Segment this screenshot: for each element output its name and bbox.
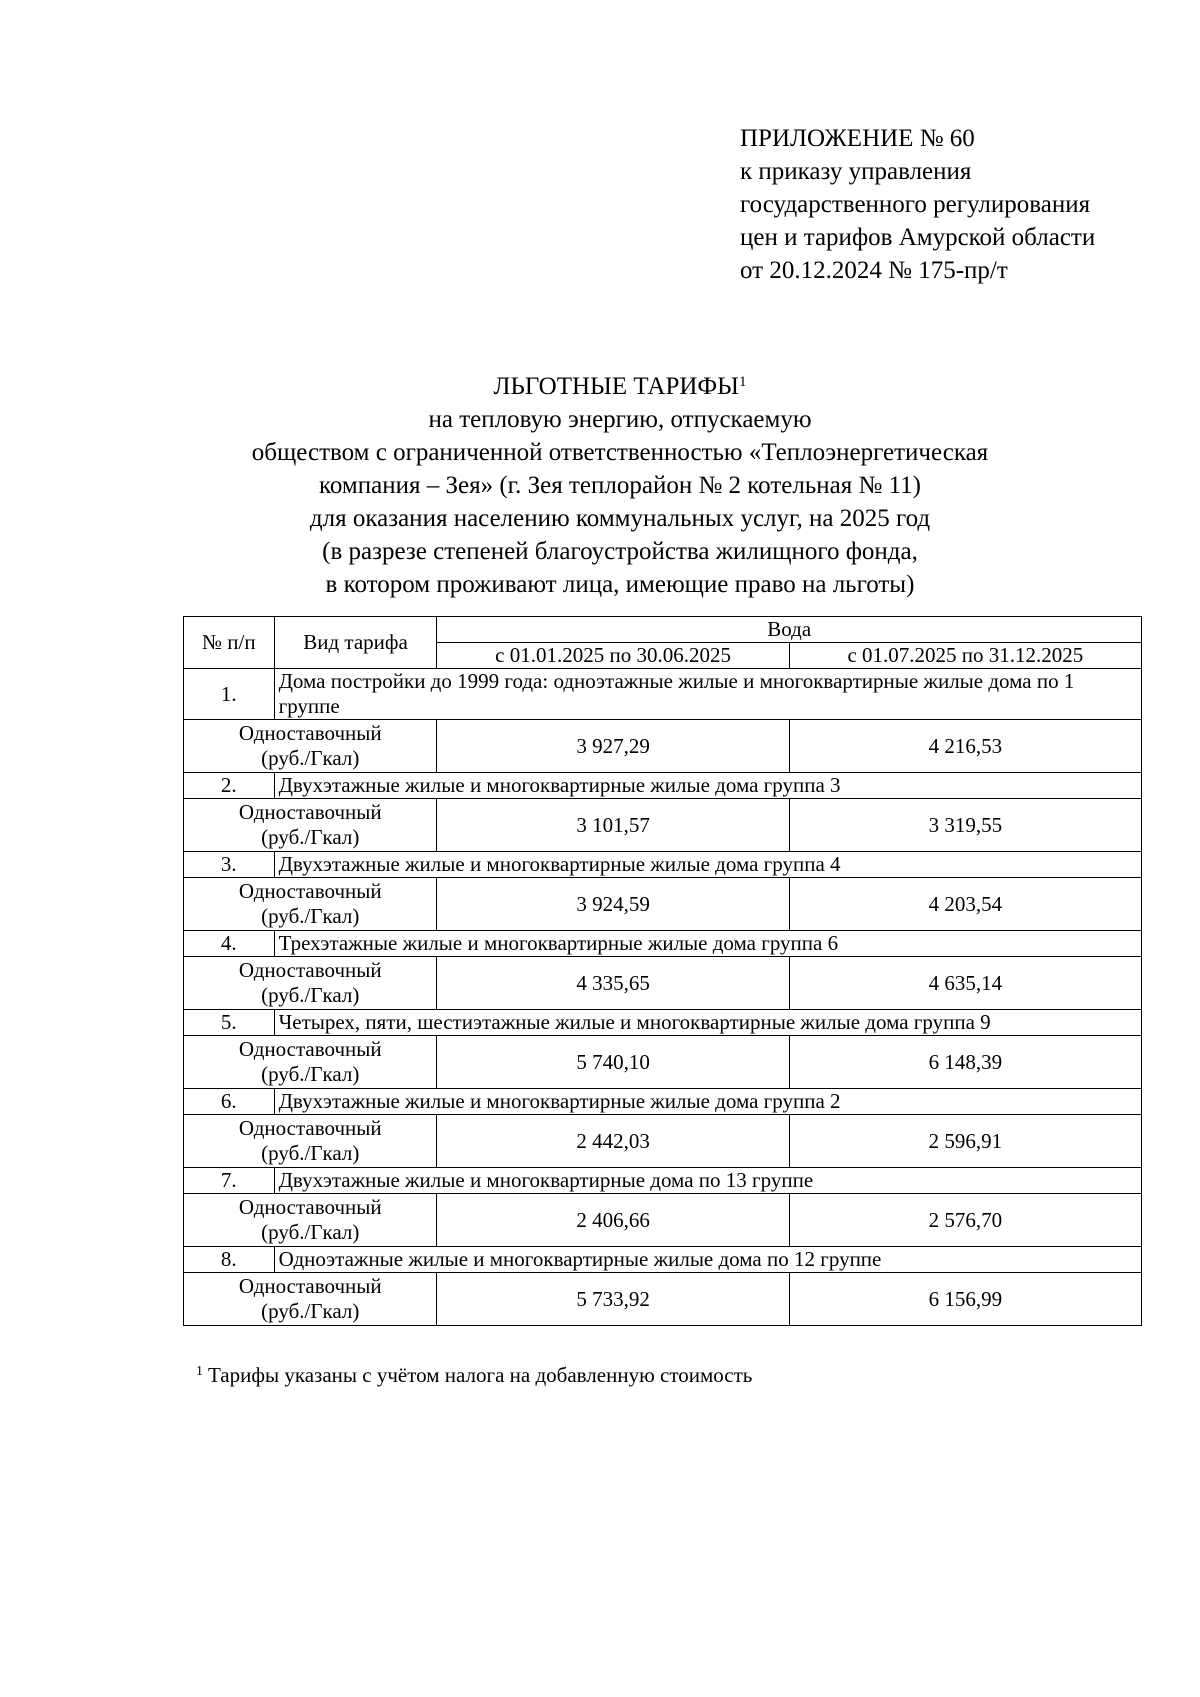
title-line: для оказания населению коммунальных услуг, на 2025 год — [309, 505, 931, 532]
table-group-row — [184, 1247, 1142, 1273]
table-header-row — [184, 617, 1142, 643]
tariff-unit-label: (руб./Гкал) — [261, 1062, 360, 1086]
tariff-value-period-2: 6 148,39 — [789, 1036, 1141, 1089]
table-value-row — [184, 1115, 1142, 1168]
group-description: Двухэтажные жилые и многоквартирные жилые дома группа 2 — [274, 1089, 1141, 1115]
footnote — [196, 1363, 752, 1388]
tariff-value-period-2: 4 216,53 — [789, 720, 1141, 773]
tariff-type-cell — [184, 1273, 437, 1326]
tariff-value-period-2: 4 203,54 — [789, 878, 1141, 931]
appendix-title: ПРИЛОЖЕНИЕ № 60 — [740, 125, 975, 152]
title-line: (в разрезе степеней благоустройства жилищного фонда, — [322, 538, 918, 565]
tariff-type-label: Одноставочный — [238, 1274, 382, 1298]
appendix-line: к приказу управления — [740, 158, 972, 185]
table-body — [184, 669, 1142, 1326]
tariffs-table — [183, 616, 1142, 1326]
tariff-unit-label: (руб./Гкал) — [261, 983, 360, 1007]
tariff-type-label: Одноставочный — [238, 958, 382, 982]
group-number: 5. — [184, 1010, 275, 1036]
tariff-type-label: Одноставочный — [238, 1195, 382, 1219]
tariff-value-period-2: 6 156,99 — [789, 1273, 1141, 1326]
group-description: Четырех, пяти, шестиэтажные жилые и многоквартирные жилые дома группа 9 — [274, 1010, 1141, 1036]
group-number: 3. — [184, 852, 275, 878]
tariff-type-label: Одноставочный — [238, 1037, 382, 1061]
table-group-row — [184, 1168, 1142, 1194]
table-value-row — [184, 1036, 1142, 1089]
footnote-mark: 1 — [196, 1364, 203, 1379]
group-description: Двухэтажные жилые и многоквартирные жилые дома группа 4 — [274, 852, 1141, 878]
appendix-date-line: от 20.12.2024 № 175-пр/т — [740, 257, 1008, 284]
table-group-row — [184, 1089, 1142, 1115]
title-line: в котором проживают лица, имеющие право на льготы) — [325, 571, 915, 598]
tariff-type-cell — [184, 720, 437, 773]
table-value-row — [184, 1273, 1142, 1326]
tariff-type-cell — [184, 1194, 437, 1247]
table-value-row — [184, 720, 1142, 773]
tariff-value-period-2: 3 319,55 — [789, 799, 1141, 852]
title-line: на тепловую энергию, отпускаемую — [428, 406, 812, 433]
tariff-value-period-1: 5 733,92 — [437, 1273, 789, 1326]
tariff-value-period-1: 4 335,65 — [437, 957, 789, 1010]
tariff-type-label: Одноставочный — [238, 1116, 382, 1140]
tariff-value-period-1: 3 924,59 — [437, 878, 789, 931]
tariff-type-cell — [184, 799, 437, 852]
tariff-value-period-2: 2 576,70 — [789, 1194, 1141, 1247]
title-line: компания – Зея» (г. Зея теплорайон № 2 котельная № 11) — [319, 472, 921, 499]
table-group-row — [184, 852, 1142, 878]
appendix-line: государственного регулирования — [740, 191, 1091, 218]
tariff-value-period-1: 3 927,29 — [437, 720, 789, 773]
tariff-type-label: Одноставочный — [238, 800, 382, 824]
group-number: 6. — [184, 1089, 275, 1115]
tariff-value-period-2: 2 596,91 — [789, 1115, 1141, 1168]
appendix-header — [740, 122, 1180, 287]
document-title — [180, 370, 1060, 601]
title-footnote-mark: 1 — [738, 374, 747, 390]
tariff-type-cell — [184, 1036, 437, 1089]
tariff-unit-label: (руб./Гкал) — [261, 1299, 360, 1323]
group-number: 2. — [184, 773, 275, 799]
group-description: Трехэтажные жилые и многоквартирные жилые дома группа 6 — [274, 931, 1141, 957]
title-heading-text: ЛЬГОТНЫЕ ТАРИФЫ — [493, 373, 739, 400]
table-value-row — [184, 878, 1142, 931]
header-tariff-type: Вид тарифа — [274, 617, 437, 669]
group-description: Одноэтажные жилые и многоквартирные жилые дома по 12 группе — [274, 1247, 1141, 1273]
group-number: 7. — [184, 1168, 275, 1194]
tariff-unit-label: (руб./Гкал) — [261, 904, 360, 928]
appendix-line: цен и тарифов Амурской области — [740, 224, 1096, 251]
tariff-type-label: Одноставочный — [238, 721, 382, 745]
table-value-row — [184, 1194, 1142, 1247]
tariff-value-period-1: 2 406,66 — [437, 1194, 789, 1247]
group-description: Двухэтажные жилые и многоквартирные дома по 13 группе — [274, 1168, 1141, 1194]
header-num: № п/п — [184, 617, 275, 669]
group-description: Двухэтажные жилые и многоквартирные жилые дома группа 3 — [274, 773, 1141, 799]
group-number: 1. — [184, 669, 275, 720]
table-value-row — [184, 957, 1142, 1010]
tariff-unit-label: (руб./Гкал) — [261, 825, 360, 849]
table-group-row — [184, 931, 1142, 957]
tariff-unit-label: (руб./Гкал) — [261, 1141, 360, 1165]
tariff-unit-label: (руб./Гкал) — [261, 746, 360, 770]
group-description: Дома постройки до 1999 года: одноэтажные жилые и многоквартирные жилые дома по 1 группе — [274, 669, 1141, 720]
tariff-value-period-1: 3 101,57 — [437, 799, 789, 852]
tariff-unit-label: (руб./Гкал) — [261, 1220, 360, 1244]
group-number: 4. — [184, 931, 275, 957]
header-period-2: с 01.07.2025 по 31.12.2025 — [789, 643, 1141, 669]
tariff-type-cell — [184, 1115, 437, 1168]
table-value-row — [184, 799, 1142, 852]
tariff-value-period-1: 2 442,03 — [437, 1115, 789, 1168]
tariff-type-cell — [184, 957, 437, 1010]
group-number: 8. — [184, 1247, 275, 1273]
tariff-type-label: Одноставочный — [238, 879, 382, 903]
header-water: Вода — [437, 617, 1142, 643]
tariff-value-period-2: 4 635,14 — [789, 957, 1141, 1010]
tariff-value-period-1: 5 740,10 — [437, 1036, 789, 1089]
table-group-row — [184, 773, 1142, 799]
title-line: обществом с ограниченной ответственностью «Теплоэнергетическая — [251, 439, 989, 466]
header-period-1: с 01.01.2025 по 30.06.2025 — [437, 643, 789, 669]
table-group-row — [184, 669, 1142, 720]
title-heading — [180, 370, 1060, 403]
tariff-type-cell — [184, 878, 437, 931]
footnote-text: Тарифы указаны с учётом налога на добавленную стоимость — [208, 1363, 753, 1387]
table-group-row — [184, 1010, 1142, 1036]
